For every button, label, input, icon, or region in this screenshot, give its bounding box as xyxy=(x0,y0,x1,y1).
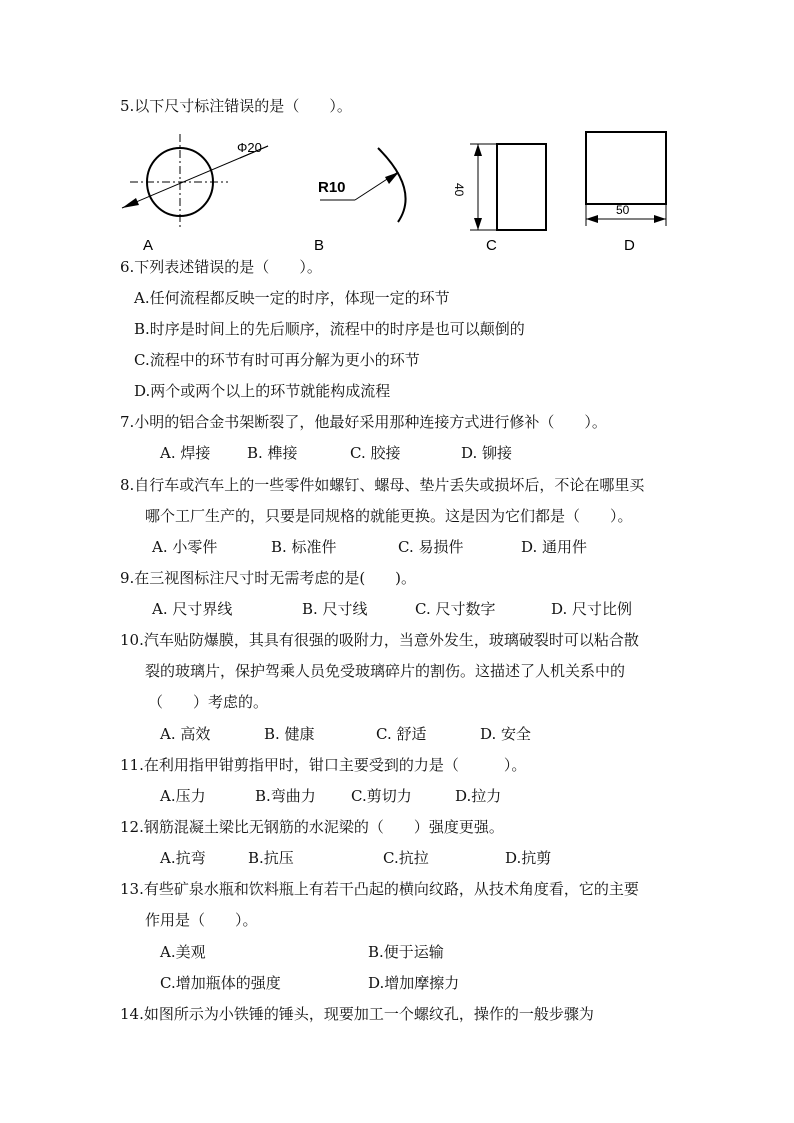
figure-d-square-horizontal-dim xyxy=(586,132,666,254)
q10-option-d: D. 安全 xyxy=(480,725,532,743)
q5-stem: 5.以下尺寸标注错误的是（ ）。 xyxy=(120,97,352,115)
q12-option-c: C.抗拉 xyxy=(383,849,429,867)
q11-option-a: A.压力 xyxy=(160,787,206,805)
q10-option-c: C. 舒适 xyxy=(376,725,427,743)
q7-option-c: C. 胶接 xyxy=(350,444,401,462)
figure-a-letter: A xyxy=(143,237,154,254)
figure-c-letter: C xyxy=(486,237,497,254)
q8-stem-line1: 8.自行车或汽车上的一些零件如螺钉、螺母、垫片丢失或损坏后，不论在哪里买 xyxy=(120,476,645,494)
q11-option-c: C.剪切力 xyxy=(351,787,412,805)
figure-b-dim: R10 xyxy=(318,179,346,196)
figure-c-dim: 40 xyxy=(452,183,466,197)
figure-a-dim: Φ20 xyxy=(237,140,262,155)
q8-option-c: C. 易损件 xyxy=(398,538,464,556)
figure-b-letter: B xyxy=(314,237,325,254)
q9-option-a: A. 尺寸界线 xyxy=(152,600,233,618)
q7-stem: 7.小明的铝合金书架断裂了，他最好采用那种连接方式进行修补（ ）。 xyxy=(120,413,607,431)
q6-option-b: B.时序是时间上的先后顺序，流程中的时序是也可以颠倒的 xyxy=(134,320,525,338)
q11-option-d: D.拉力 xyxy=(455,787,502,805)
q8-option-d: D. 通用件 xyxy=(521,538,588,556)
q6-option-a: A.任何流程都反映一定的时序，体现一定的环节 xyxy=(134,289,450,307)
q7-option-a: A. 焊接 xyxy=(160,444,211,462)
q13-option-b: B.便于运输 xyxy=(368,943,444,961)
q9-option-c: C. 尺寸数字 xyxy=(415,600,496,618)
figure-a-circle-diameter xyxy=(122,134,268,254)
q13-option-c: C.增加瓶体的强度 xyxy=(160,974,281,992)
q9-option-b: B. 尺寸线 xyxy=(302,600,368,618)
q12-option-a: A.抗弯 xyxy=(160,849,206,867)
q13-stem-line2: 作用是（ ）。 xyxy=(145,911,258,929)
q11-option-b: B.弯曲力 xyxy=(255,787,316,805)
q6-option-c: C.流程中的环节有时可再分解为更小的环节 xyxy=(134,351,420,369)
q8-stem-line2: 哪个工厂生产的，只要是同规格的就能更换。这是因为它们都是（ ）。 xyxy=(145,507,633,525)
figure-d-dim: 50 xyxy=(616,203,630,217)
q10-stem-line3: （ ）考虑的。 xyxy=(148,693,269,711)
q12-option-d: D.抗剪 xyxy=(505,849,552,867)
q12-stem: 12.钢筋混凝土梁比无钢筋的水泥梁的（ ）强度更强。 xyxy=(120,818,504,836)
q10-stem-line1: 10.汽车贴防爆膜，其具有很强的吸附力，当意外发生，玻璃破裂时可以粘合散 xyxy=(120,631,639,649)
q13-option-a: A.美观 xyxy=(160,943,206,961)
q11-stem: 11.在利用指甲钳剪指甲时，钳口主要受到的力是（ ）。 xyxy=(120,756,527,774)
q12-option-b: B.抗压 xyxy=(248,849,294,867)
q8-option-b: B. 标准件 xyxy=(271,538,337,556)
figure-c-rect-vertical-dim xyxy=(452,144,546,254)
q6-option-d: D.两个或两个以上的环节就能构成流程 xyxy=(134,382,391,400)
q7-option-b: B. 榫接 xyxy=(247,444,298,462)
q8-option-a: A. 小零件 xyxy=(152,538,218,556)
q6-stem: 6.下列表述错误的是（ ）。 xyxy=(120,258,322,276)
figure-b-arc-radius xyxy=(314,148,406,254)
q9-stem: 9.在三视图标注尺寸时无需考虑的是( )。 xyxy=(120,569,417,587)
q13-stem-line1: 13.有些矿泉水瓶和饮料瓶上有若干凸起的横向纹路，从技术角度看，它的主要 xyxy=(120,880,639,898)
q10-option-a: A. 高效 xyxy=(160,725,211,743)
q9-option-d: D. 尺寸比例 xyxy=(551,600,633,618)
q13-option-d: D.增加摩擦力 xyxy=(368,974,460,992)
q10-stem-line2: 裂的玻璃片，保护驾乘人员免受玻璃碎片的割伤。这描述了人机关系中的 xyxy=(145,662,626,680)
q10-option-b: B. 健康 xyxy=(264,725,315,743)
q14-stem: 14.如图所示为小铁锤的锤头，现要加工一个螺纹孔，操作的一般步骤为 xyxy=(120,1005,594,1023)
q5-figures xyxy=(0,120,794,280)
figure-d-letter: D xyxy=(624,237,635,254)
q7-option-d: D. 铆接 xyxy=(461,444,513,462)
